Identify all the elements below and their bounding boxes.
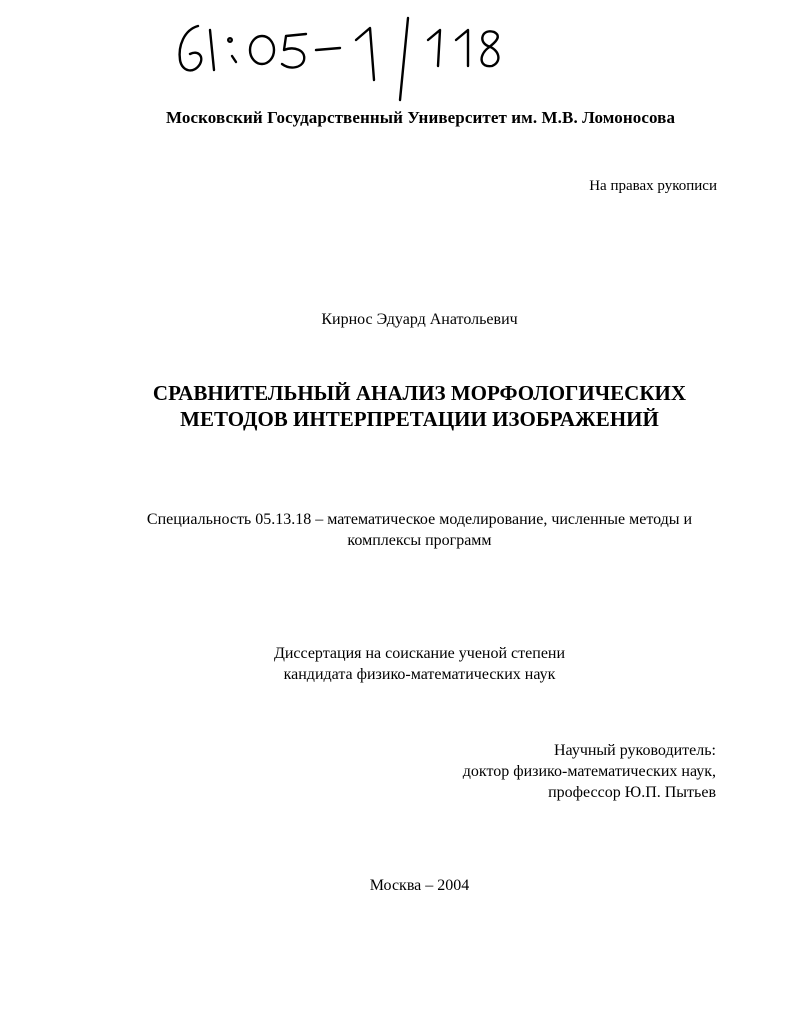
dissertation-degree (20, 643, 799, 685)
supervisor-degree: доктор физико-математических наук, (462, 763, 716, 780)
city-year: Москва – 2004 (369, 877, 470, 894)
dissertation-line-1: Диссертация на соискание ученой степени (273, 645, 566, 662)
dissertation-title (20, 380, 799, 432)
university-name: Московский Государственный Университет им. М.В. Ломоносова (165, 108, 676, 127)
specialty-line-2: комплексы программ (347, 532, 492, 549)
title-line-2: МЕТОДОВ ИНТЕРПРЕТАЦИИ ИЗОБРАЖЕНИЙ (180, 407, 659, 431)
author-name: Кирнос Эдуард Анатольевич (321, 311, 518, 328)
handwritten-catalog-code (170, 10, 515, 102)
manuscript-rights-label: На правах рукописи (589, 178, 717, 194)
specialty-line-1: Специальность 05.13.18 – математическое моделирование, численные методы и (146, 511, 693, 528)
dissertation-line-2: кандидата физико-математических наук (283, 666, 556, 683)
title-line-1: СРАВНИТЕЛЬНЫЙ АНАЛИЗ МОРФОЛОГИЧЕСКИХ (152, 381, 687, 405)
supervisor-label: Научный руководитель: (553, 742, 716, 759)
supervisor-name: профессор Ю.П. Пытьев (548, 784, 716, 801)
supervisor-block (463, 740, 716, 803)
specialty (20, 509, 799, 551)
